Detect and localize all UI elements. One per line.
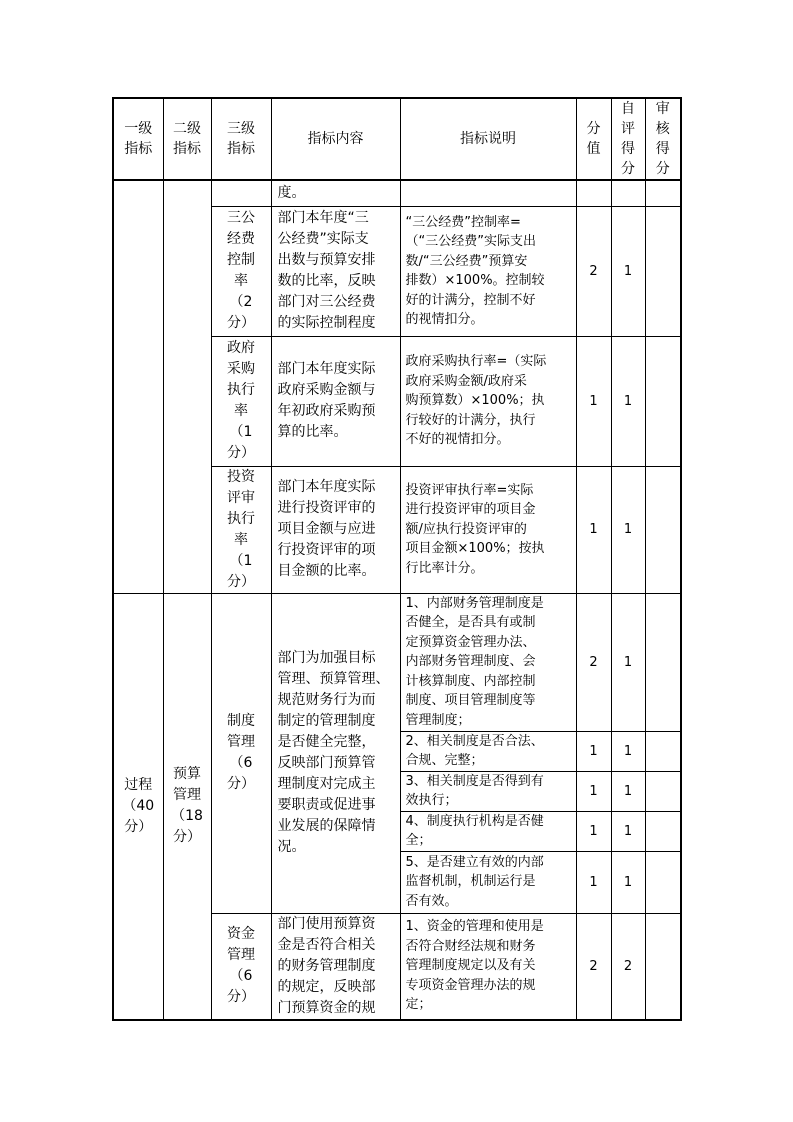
level1-process-cell: 过程 （40 分） (113, 593, 163, 1020)
header-row (113, 98, 681, 180)
level3-system-management-cell: 制度 管理 （6 分） (211, 593, 271, 913)
description-cell: 1、内部财务管理制度是 否健全，是否具有或制 定预算资金管理办法、 内部财务管理制度、会 计核算制度、内部控制 制度、项目管理制度等 管理制度； (400, 593, 576, 731)
description-cell: “三公经费”控制率= （“三公经费”实际支出 数/“三公经费”预算安 排数）×100%。控制较 好的计满分，控制不好 的视情扣分。 (400, 206, 576, 336)
score-cell: 1 (576, 811, 611, 851)
self-score-cell: 1 (611, 811, 645, 851)
self-score-cell (611, 180, 645, 206)
self-score-cell: 1 (611, 851, 645, 913)
audit-score-cell (645, 593, 681, 731)
audit-score-cell (645, 336, 681, 466)
score-cell: 1 (576, 336, 611, 466)
self-score-cell: 1 (611, 466, 645, 593)
description-cell: 3、相关制度是否得到有 效执行； (400, 771, 576, 811)
content-cell: 部门本年度“三 公经费”实际支 出数与预算安排 数的比率，反映 部门对三公经费 的实际控制程度 (271, 206, 400, 336)
score-cell (576, 180, 611, 206)
header-self-score: 自 评 得 分 (611, 98, 645, 180)
level3-cell: 投资 评审 执行 率 （1 分） (211, 466, 271, 593)
description-cell: 5、是否建立有效的内部 监督机制，机制运行是 否有效。 (400, 851, 576, 913)
level2-cell (163, 180, 211, 593)
funds-management-content-cell: 部门使用预算资 金是否符合相关 的财务管理制度 的规定，反映部 门预算资金的规 (271, 913, 400, 1020)
content-cell: 度。 (271, 180, 400, 206)
score-cell: 2 (576, 913, 611, 1020)
level3-cell: 政府 采购 执行 率 （1 分） (211, 336, 271, 466)
audit-score-cell (645, 206, 681, 336)
audit-score-cell (645, 731, 681, 771)
level3-cell: 三公 经费 控制 率 （2 分） (211, 206, 271, 336)
header-content: 指标内容 (271, 98, 400, 180)
score-cell: 1 (576, 771, 611, 811)
description-cell: 2、相关制度是否合法、 合规、完整； (400, 731, 576, 771)
self-score-cell: 2 (611, 913, 645, 1020)
score-cell: 1 (576, 731, 611, 771)
level1-cell (113, 180, 163, 593)
header-level2: 二级 指标 (163, 98, 211, 180)
level3-cell (211, 180, 271, 206)
description-cell: 1、资金的管理和使用是 否符合财经法规和财务 管理制度规定以及有关 专项资金管理办法的规 定； (400, 913, 576, 1020)
audit-score-cell (645, 851, 681, 913)
self-score-cell: 1 (611, 731, 645, 771)
self-score-cell: 1 (611, 593, 645, 731)
description-cell: 投资评审执行率=实际 进行投资评审的项目金 额/应执行投资评审的 项目金额×100%；按执 行比率计分。 (400, 466, 576, 593)
score-cell: 2 (576, 206, 611, 336)
self-score-cell: 1 (611, 206, 645, 336)
description-cell: 4、制度执行机构是否健 全； (400, 811, 576, 851)
table-row (113, 180, 681, 206)
score-cell: 1 (576, 851, 611, 913)
description-cell (400, 180, 576, 206)
level3-funds-management-cell: 资金 管理 （6 分） (211, 913, 271, 1020)
audit-score-cell (645, 771, 681, 811)
evaluation-table (112, 97, 682, 1021)
score-cell: 2 (576, 593, 611, 731)
audit-score-cell (645, 913, 681, 1020)
table-row (113, 593, 681, 731)
header-score: 分 值 (576, 98, 611, 180)
description-cell: 政府采购执行率=（实际 政府采购金额/政府采 购预算数）×100%；执 行较好的计满分，执行 不好的视情扣分。 (400, 336, 576, 466)
self-score-cell: 1 (611, 336, 645, 466)
header-description: 指标说明 (400, 98, 576, 180)
audit-score-cell (645, 811, 681, 851)
audit-score-cell (645, 180, 681, 206)
level2-budget-management-cell: 预算 管理 （18 分） (163, 593, 211, 1020)
header-level1: 一级 指标 (113, 98, 163, 180)
content-cell: 部门本年度实际 政府采购金额与 年初政府采购预 算的比率。 (271, 336, 400, 466)
header-level3: 三级 指标 (211, 98, 271, 180)
self-score-cell: 1 (611, 771, 645, 811)
content-cell: 部门本年度实际 进行投资评审的 项目金额与应进 行投资评审的项 目金额的比率。 (271, 466, 400, 593)
audit-score-cell (645, 466, 681, 593)
score-cell: 1 (576, 466, 611, 593)
header-audit-score: 审 核 得 分 (645, 98, 681, 180)
system-management-content-cell: 部门为加强目标 管理、预算管理、 规范财务行为而 制定的管理制度 是否健全完整， 反映部门预算管 理制度对完成主 要职责或促进事 业发展的保障情 况。 (271, 593, 400, 913)
